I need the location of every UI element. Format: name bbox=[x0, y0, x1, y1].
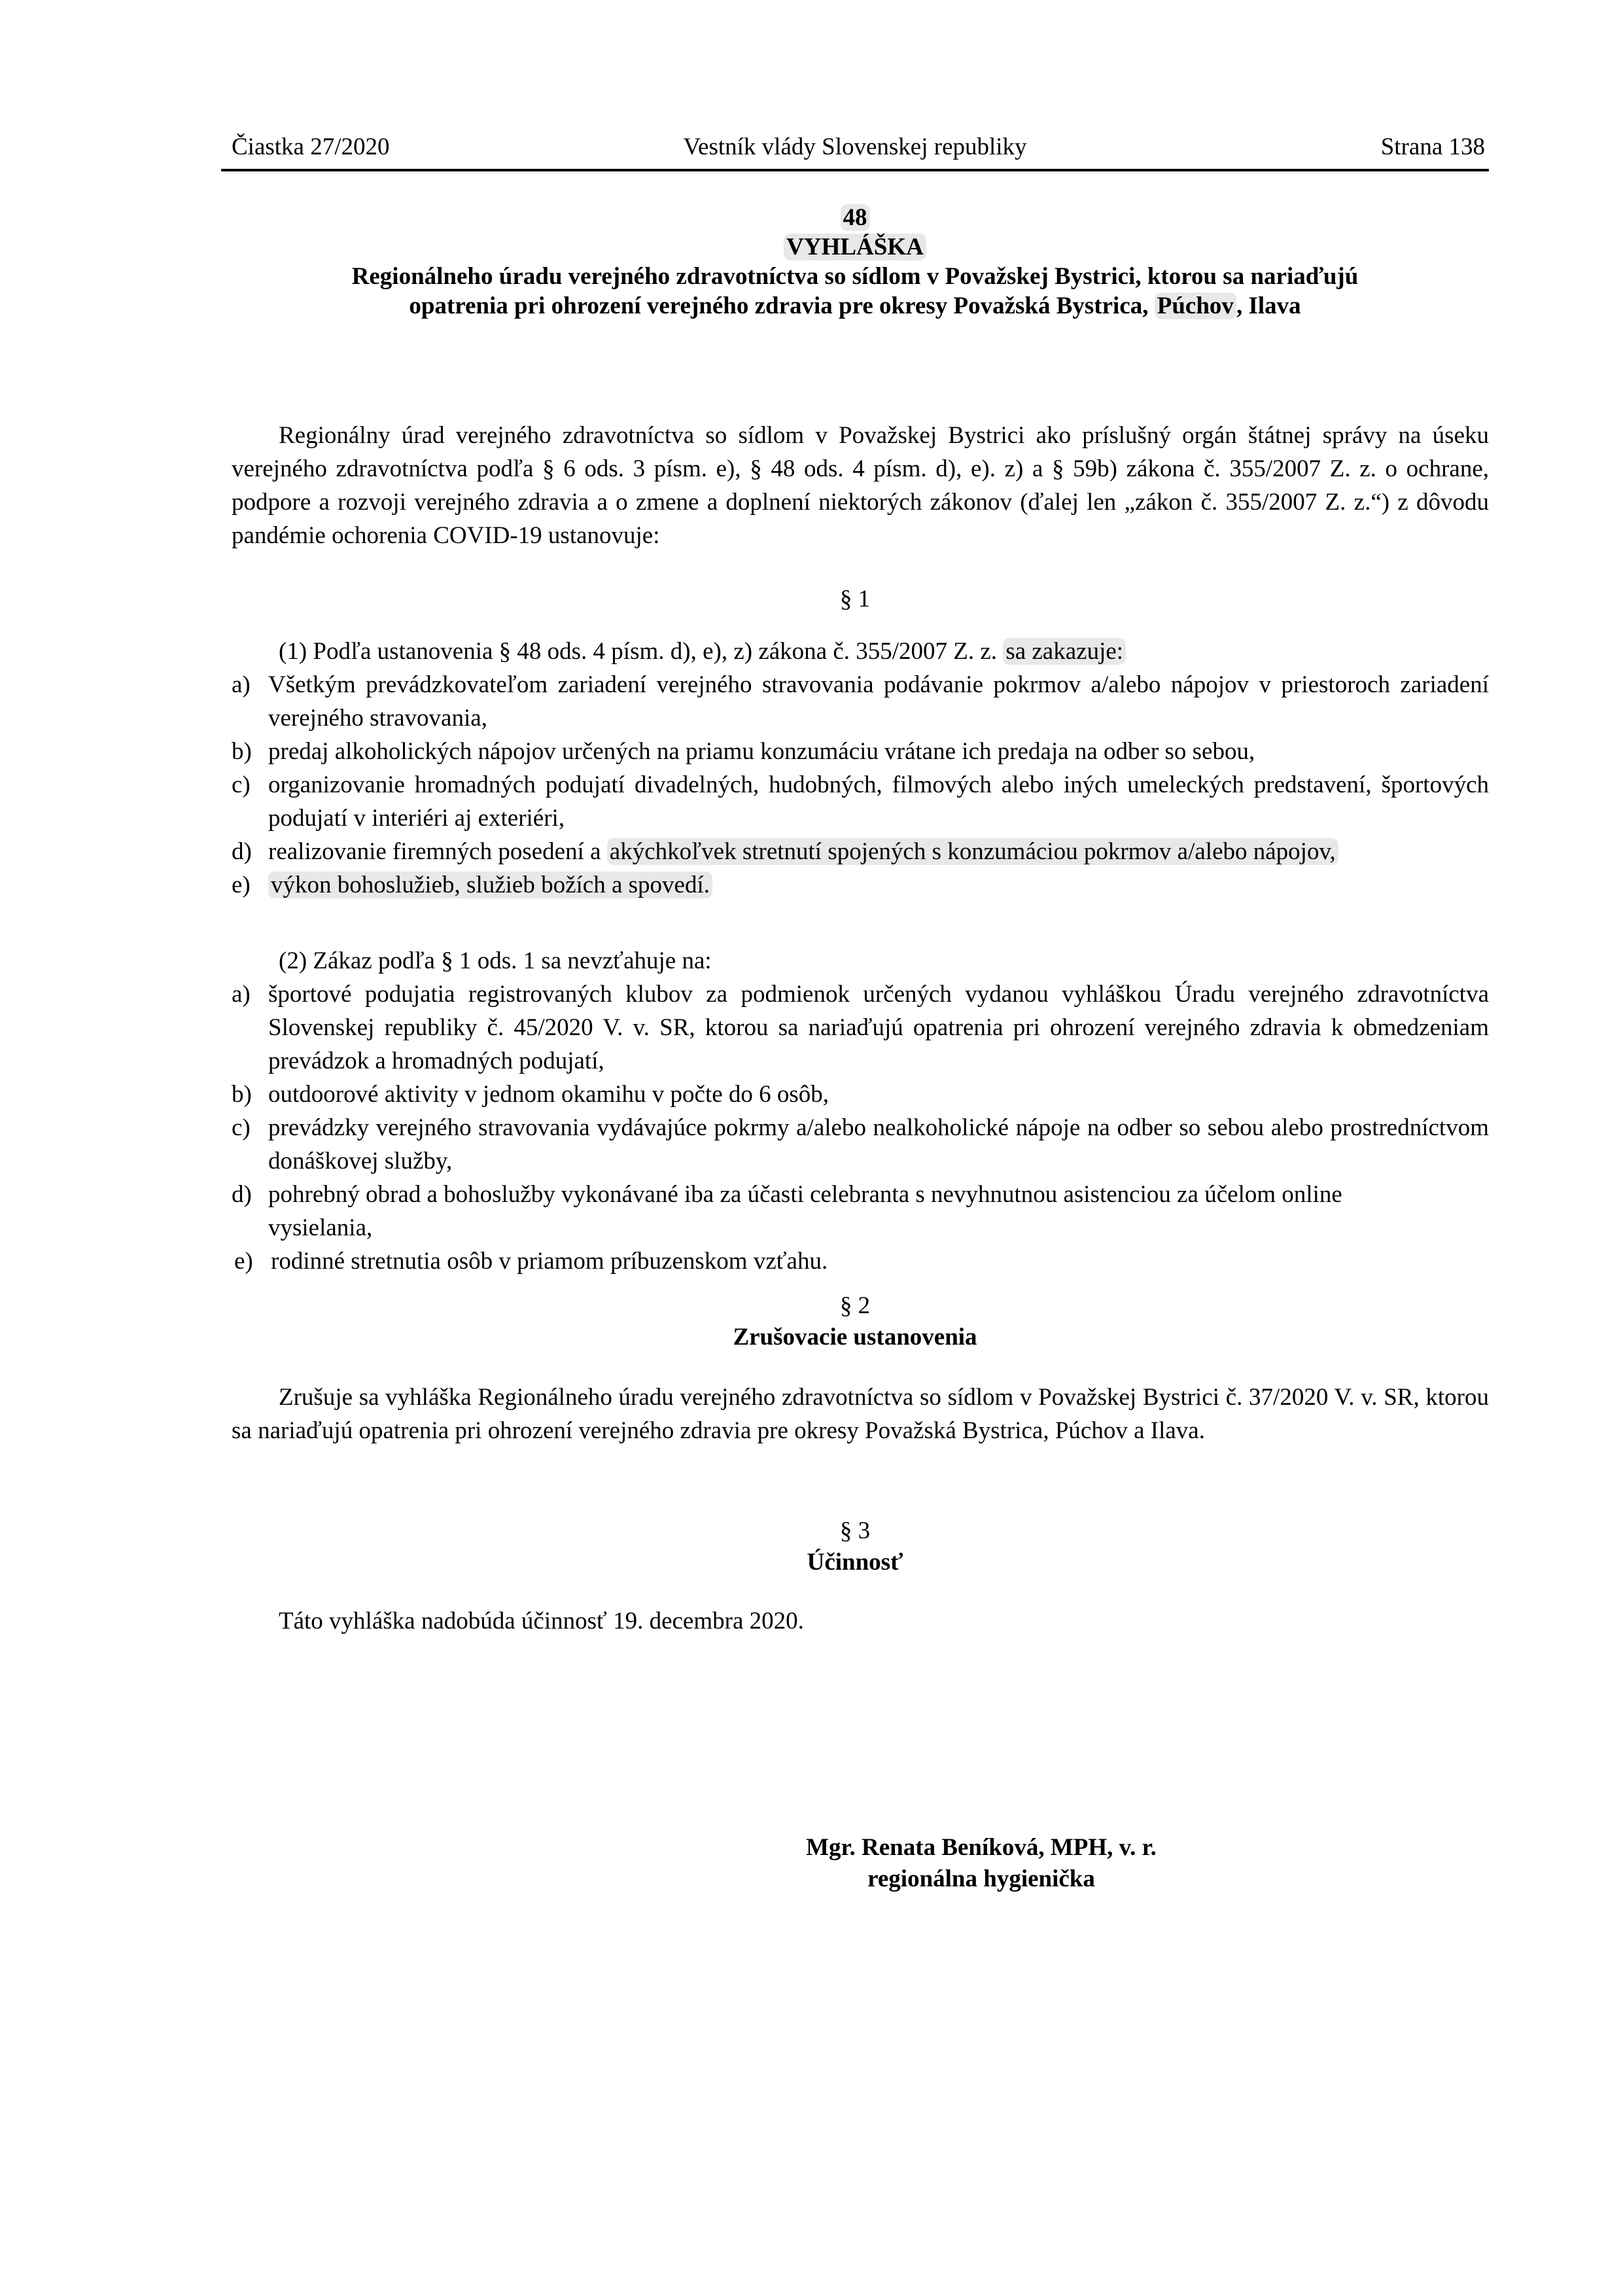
section-3-title: Účinnosť bbox=[807, 1549, 903, 1576]
title-block bbox=[221, 203, 1489, 321]
list-item: e) výkon bohoslužieb, služieb božích a spovedí. bbox=[232, 868, 1489, 902]
list-item: d) realizovanie firemných posedení a akýchkoľvek stretnutí spojených s konzumáciou pokrmov a/alebo nápojov, bbox=[232, 835, 1489, 868]
signatory-name: Mgr. Renata Beníková, MPH, v. r. bbox=[806, 1834, 1157, 1861]
issue-number: Čiastka 27/2020 bbox=[232, 133, 390, 160]
running-header bbox=[221, 131, 1489, 164]
paragraph-1-intro: (1) Podľa ustanovenia § 48 ods. 4 písm. d), e), z) zákona č. 355/2007 Z. z. sa zakazuje: bbox=[232, 635, 1489, 668]
exemption-list bbox=[232, 978, 1489, 1278]
section-2-heading: § 2 Zrušovacie ustanovenia bbox=[221, 1290, 1489, 1353]
signature-block bbox=[687, 1832, 1276, 1895]
list-item: b) predaj alkoholických nápojov určených na priamu konzumáciu vrátane ich predaja na odber so sebou, bbox=[232, 738, 1255, 765]
list-item: c) prevádzky verejného stravovania vydávajúce pokrmy a/alebo nealkoholické nápoje na odber so sebou alebo prostredníctvom donáškovej služby, bbox=[232, 1114, 1489, 1174]
section-3-heading: § 3 Účinnosť bbox=[221, 1515, 1489, 1578]
highlighted-text: výkon bohoslužieb, služieb božích a spovedí. bbox=[268, 872, 712, 898]
section-2-title: Zrušovacie ustanovenia bbox=[733, 1324, 977, 1351]
signatory-role: regionálna hygienička bbox=[867, 1865, 1095, 1892]
list-item: b) outdoorové aktivity v jednom okamihu v počte do 6 osôb, bbox=[232, 1081, 829, 1108]
prohibition-list bbox=[232, 668, 1489, 902]
section-1-paragraph-1 bbox=[232, 635, 1489, 902]
list-item: c) organizovanie hromadných podujatí divadelných, hudobných, filmových alebo iných umeleckých predstavení, športových podujatí v interiéri aj exteriéri, bbox=[232, 771, 1489, 832]
highlighted-text: akýchkoľvek stretnutí spojených s konzumáciou pokrmov a/alebo nápojov, bbox=[607, 838, 1338, 865]
section-3-text: Táto vyhláška nadobúda účinnosť 19. decembra 2020. bbox=[279, 1608, 804, 1634]
section-1-heading: § 1 bbox=[839, 586, 871, 612]
header-rule bbox=[221, 169, 1489, 171]
decree-title-line-2: opatrenia pri ohrození verejného zdravia pre okresy Považská Bystrica, Púchov , Ilava bbox=[409, 292, 1301, 319]
highlighted-district: Púchov bbox=[1155, 292, 1236, 319]
paragraph-2-intro: (2) Zákaz podľa § 1 ods. 1 sa nevzťahuje na: bbox=[279, 947, 712, 974]
decree-type: VYHLÁŠKA bbox=[784, 234, 926, 260]
page-number: Strana 138 bbox=[1380, 133, 1485, 160]
journal-title: Vestník vlády Slovenskej republiky bbox=[683, 133, 1027, 160]
list-item: a) športové podujatia registrovaných klubov za podmienok určených vydanou vyhláškou Úradu verejného zdravotníctva Slovenskej republiky č. 45/2020 V. v. SR, ktorou sa nariaďujú opatrenia pri ohrození verejného zdravia k obmedzeniam prevádzok a hromadných podujatí, bbox=[232, 981, 1489, 1074]
list-item: e) rodinné stretnutia osôb v priamom príbuzenskom vzťahu. bbox=[234, 1248, 828, 1275]
prohibition-phrase: sa zakazuje: bbox=[1003, 638, 1126, 665]
decree-title-line-1: Regionálneho úradu verejného zdravotníctva so sídlom v Považskej Bystrici, ktorou sa nariaďujú bbox=[351, 263, 1359, 290]
decree-number: 48 bbox=[841, 204, 870, 231]
list-item: d) pohrebný obrad a bohoslužby vykonávané iba za účasti celebranta s nevyhnutnou asistenciou za účelom online vysielania, bbox=[232, 1181, 1342, 1241]
list-item: a) Všetkým prevádzkovateľom zariadení verejného stravovania podávanie pokrmov a/alebo nápojov v priestoroch zariadení verejného stravovania, bbox=[232, 671, 1489, 732]
section-1-paragraph-2 bbox=[232, 944, 1489, 1278]
preamble: Regionálny úrad verejného zdravotníctva so sídlom v Považskej Bystrici ako príslušný orgán štátnej správy na úseku verejného zdravotníctva podľa § 6 ods. 3 písm. e), § 48 ods. 4 písm. d), e). z) a § 59b) zákona č. 355/2007 Z. z. o ochrane, podpore a rozvoji verejného zdravia a o zmene a doplnení niektorých zákonov (ďalej len „zákon č. 355/2007 Z. z.“) z dôvodu pandémie ochorenia COVID-19 ustanovuje: bbox=[232, 422, 1489, 549]
section-2-text: Zrušuje sa vyhláška Regionálneho úradu verejného zdravotníctva so sídlom v Považskej Bystrici č. 37/2020 V. v. SR, ktorou sa nariaďujú opatrenia pri ohrození verejného zdravia pre okresy Považská Bystrica, Púchov a Ilava. bbox=[232, 1384, 1489, 1444]
